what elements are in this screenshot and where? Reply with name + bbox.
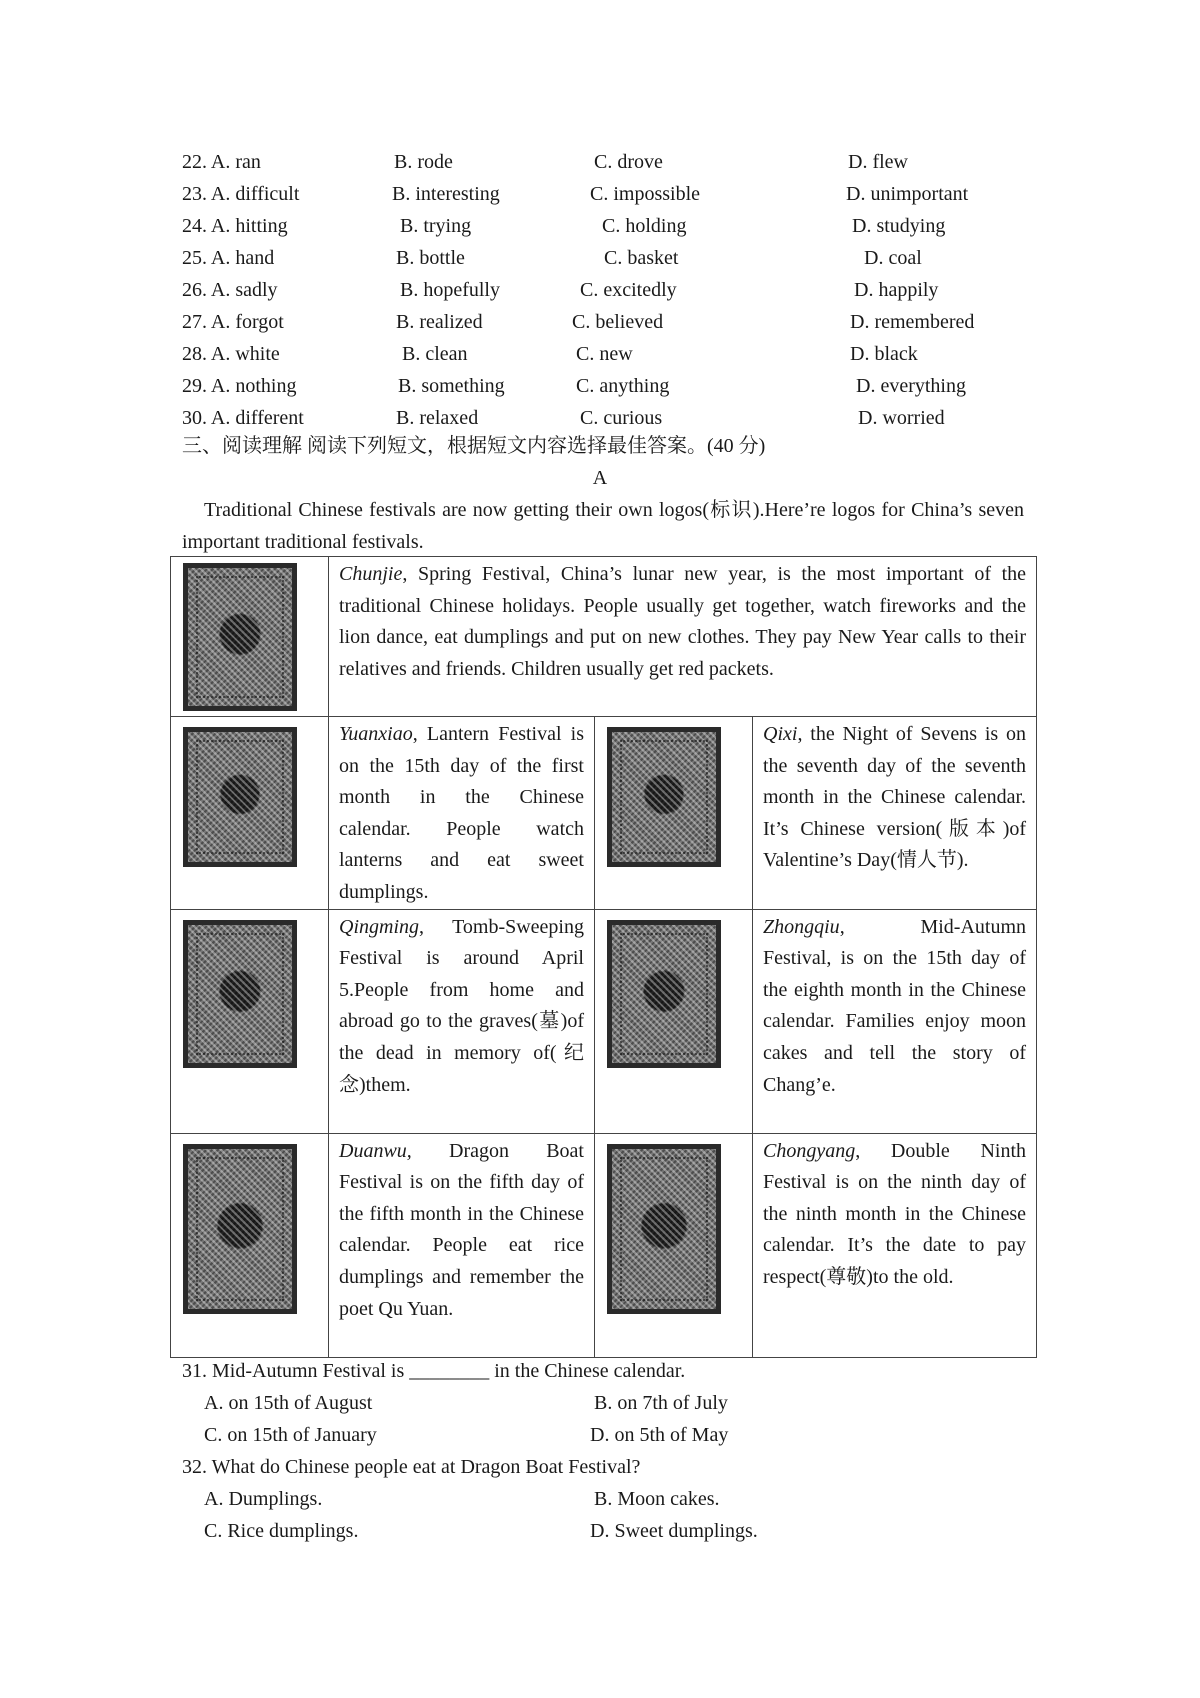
question-31-option-b: B. on 7th of July xyxy=(594,1392,728,1414)
option-a: 27. A. forgot xyxy=(182,311,284,333)
yuanxiao-logo-image xyxy=(183,727,297,867)
logo-cell xyxy=(595,1133,753,1357)
option-a: 23. A. difficult xyxy=(182,183,300,205)
option-c: C. curious xyxy=(580,407,663,429)
option-b: B. hopefully xyxy=(400,279,500,301)
option-a: 28. A. white xyxy=(182,343,280,365)
option-b: B. something xyxy=(398,375,505,397)
qingming-logo-image xyxy=(183,920,297,1068)
option-b: B. interesting xyxy=(392,183,500,205)
option-b: B. clean xyxy=(402,343,468,365)
festival-name: Zhongqiu xyxy=(763,915,840,938)
question-32-option-a: A. Dumplings. xyxy=(204,1488,323,1510)
passage-intro: Traditional Chinese festivals are now getting their own logos(标识).Here’re logos for China’s seven important traditional festivals. xyxy=(182,499,1024,553)
option-a: 29. A. nothing xyxy=(182,375,297,397)
option-d: D. remembered xyxy=(850,311,975,333)
option-d: D. worried xyxy=(858,407,945,429)
section-heading: 三、阅读理解 阅读下列短文，根据短文内容选择最佳答案。(40 分) xyxy=(182,435,766,457)
table-row xyxy=(171,717,1037,910)
option-d: D. happily xyxy=(854,279,939,301)
option-c: C. basket xyxy=(604,247,679,269)
option-c: C. drove xyxy=(594,151,663,173)
option-d: D. studying xyxy=(852,215,946,237)
festival-description-zhongqiu xyxy=(753,909,1037,1133)
qixi-logo-image xyxy=(607,727,721,867)
logo-cell xyxy=(171,557,329,717)
table-row xyxy=(171,909,1037,1133)
option-b: B. bottle xyxy=(396,247,465,269)
festival-text: , the Night of Sevens is on the seventh day of the seventh month in the Chinese calendar. It’s Chinese version(版本)of Valentine’s Day(情人节). xyxy=(763,723,1027,872)
option-d: D. unimportant xyxy=(846,183,969,205)
festival-text: , Double Ninth Festival is on the ninth day of the ninth month in the Chinese calendar. It’s the date to pay respect(尊敬)to the old. xyxy=(763,1139,1027,1288)
option-d: D. everything xyxy=(856,375,966,397)
option-b: B. relaxed xyxy=(396,407,479,429)
logo-cell xyxy=(171,909,329,1133)
festival-name: Qixi xyxy=(763,723,798,745)
festival-description-chongyang xyxy=(753,1133,1037,1357)
festival-text: , Mid-Autumn Festival, is on the 15th day of the eighth month in the Chinese calendar. Families enjoy moon cakes and tell the story of Chang’e. xyxy=(763,915,1027,1096)
option-b: B. trying xyxy=(400,215,472,237)
logo-cell xyxy=(171,717,329,910)
option-d: D. flew xyxy=(848,151,908,173)
festival-name: Chunjie xyxy=(339,563,403,585)
question-32-option-c: C. Rice dumplings. xyxy=(204,1520,359,1542)
option-b: B. rode xyxy=(394,151,453,173)
festival-name: Duanwu, xyxy=(339,1139,412,1162)
zhongqiu-logo-image xyxy=(607,920,721,1068)
festival-description-chunjie xyxy=(329,557,1037,717)
logo-cell xyxy=(595,717,753,910)
question-31-option-a: A. on 15th of August xyxy=(204,1392,373,1414)
festival-description-qixi xyxy=(753,717,1037,910)
option-c: C. excitedly xyxy=(580,279,677,301)
question-31-option-d: D. on 5th of May xyxy=(590,1424,729,1446)
option-a: 22. A. ran xyxy=(182,151,261,173)
option-c: C. believed xyxy=(572,311,664,333)
chongyang-logo-image xyxy=(607,1144,721,1314)
question-32-option-d: D. Sweet dumplings. xyxy=(590,1520,758,1542)
festival-description-yuanxiao xyxy=(329,717,595,910)
option-c: C. anything xyxy=(576,375,670,397)
option-c: C. holding xyxy=(602,215,687,237)
festival-text: Dragon Boat Festival is on the fifth day of the fifth month in the Chinese calendar. People eat rice dumplings and remember the poet Qu Yuan. xyxy=(339,1139,584,1320)
festival-text: , Spring Festival, China’s lunar new year, is the most important of the traditional Chinese holidays. People usually get together, watch fireworks and the lion dance, eat dumplings and put on new clothes. They pay New Year calls to their relatives and friends. Children usually get red packets. xyxy=(339,563,1027,680)
option-c: C. impossible xyxy=(590,183,701,205)
option-a: 30. A. different xyxy=(182,407,304,429)
question-31-stem: 31. Mid-Autumn Festival is ________ in the Chinese calendar. xyxy=(182,1360,686,1382)
duanwu-logo-image xyxy=(183,1144,297,1314)
festival-description-qingming xyxy=(329,909,595,1133)
logo-cell xyxy=(595,909,753,1133)
festival-text: , Lantern Festival is on the 15th day of the first month in the Chinese calendar. People watch lanterns and eat sweet dumplings. xyxy=(339,723,584,903)
festival-description-duanwu xyxy=(329,1133,595,1357)
table-row xyxy=(171,557,1037,717)
festival-text: , Tomb-Sweeping Festival is around April 5.People from home and abroad go to the graves(墓)of the dead in memory of(纪念)them. xyxy=(339,915,584,1096)
question-31-option-c: C. on 15th of January xyxy=(204,1424,377,1446)
festival-name: Yuanxiao xyxy=(339,723,413,745)
chunjie-logo-image xyxy=(183,563,297,711)
option-a: 25. A. hand xyxy=(182,247,275,269)
option-b: B. realized xyxy=(396,311,483,333)
table-row xyxy=(171,1133,1037,1357)
festival-name: Qingming xyxy=(339,915,419,938)
question-32-option-b: B. Moon cakes. xyxy=(594,1488,720,1510)
option-c: C. new xyxy=(576,343,633,365)
question-32-stem: 32. What do Chinese people eat at Dragon Boat Festival? xyxy=(182,1456,641,1478)
passage-letter: A xyxy=(592,467,608,489)
option-a: 24. A. hitting xyxy=(182,215,288,237)
festival-name: Chongyang xyxy=(763,1139,856,1162)
logo-cell xyxy=(171,1133,329,1357)
option-d: D. black xyxy=(850,343,918,365)
festival-table xyxy=(170,556,1037,1358)
option-a: 26. A. sadly xyxy=(182,279,278,301)
option-d: D. coal xyxy=(864,247,922,269)
